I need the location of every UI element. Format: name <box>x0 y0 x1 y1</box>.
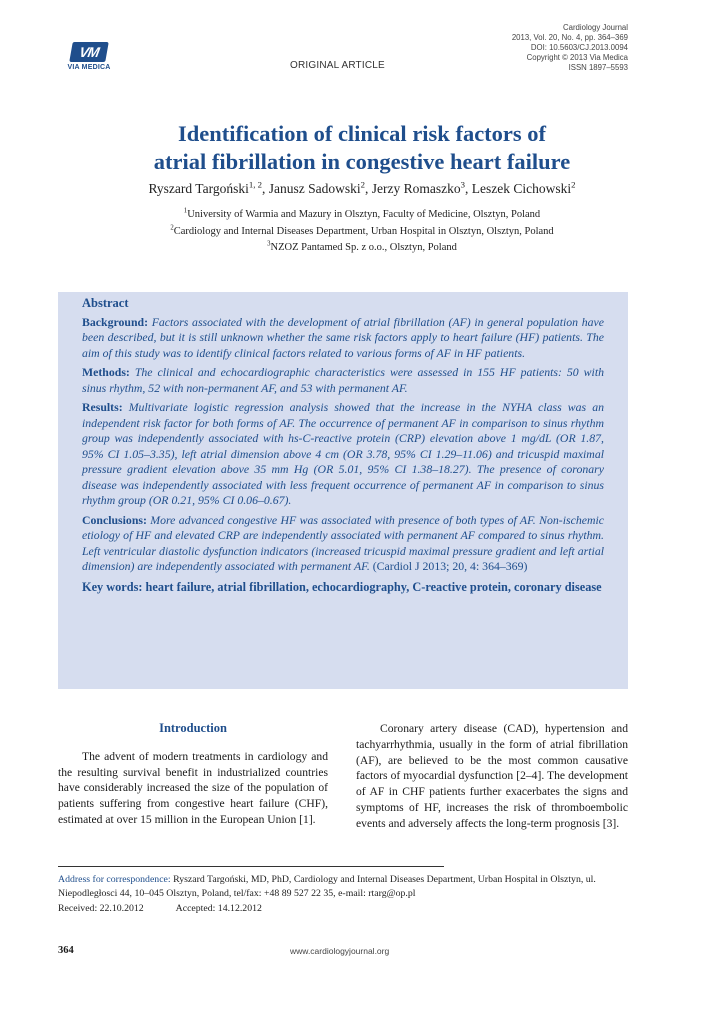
correspondence-note <box>58 873 628 901</box>
author-list: Ryszard Targoński$^{1, 2}$, Janusz Sadowski$^2$, Jerzy Romaszko$^3$, Leszek Cichowski$^2$ <box>148 179 576 196</box>
affiliation <box>60 224 664 241</box>
journal-website: www.cardiologyjournal.org <box>290 946 390 956</box>
author-affil-sup: 2 <box>571 179 576 190</box>
logo-text: VIA MEDICA <box>67 64 111 71</box>
correspondence-label: Address for correspondence: <box>58 874 171 885</box>
via-medica-logo <box>58 42 120 71</box>
body-paragraph: The advent of modern treatments in cardiology and the resulting survival benefit in industrialized countries have considerably increased the size of the population of patients suffering from congestive heart failure (CHF), estimated at over 15 million in the European Union [1]. <box>58 749 328 826</box>
journal-volume: 2013, Vol. 20, No. 4, pp. 364–369 <box>511 33 628 42</box>
author-affil-sup: 1, 2 <box>248 179 263 190</box>
author-name: Janusz Sadowski <box>268 181 361 196</box>
author-affil-sup: 2 <box>360 179 366 190</box>
results-text: Multivariate logistic regression analysis showed that the increase in the NYHA class was an independent risk factor for both forms of AF. The occurrence of permanent AF in comparison to sinus rhythm group was independently associated with hs-C-reactive protein (CRP) elevation above 1 mg/dL (OR 1.87, 95% CI 1.05–3.35), left atrial dimension above 4 cm (OR 3.78, 95% CI 1.29–11.06) and tricuspid maximal pressure gradient elevation above 35 mm Hg (OR 5.01, 95% CI 1.38–18.27). The presence of coronary disease was independently associated with less frequent occurrence of permanent AF in comparison to sinus rhythm group (OR 0.21, 95% CI 0.06–0.67). <box>82 400 604 507</box>
author-name: Ryszard Targoński <box>148 181 249 196</box>
affiliation-text: NZOZ Pantamed Sp. z o.o., Olsztyn, Poland <box>270 242 457 253</box>
page-number: 364 <box>58 945 74 956</box>
affiliation-sup: 1 <box>183 207 188 215</box>
title-line: Identification of clinical risk factors of <box>177 121 547 146</box>
affiliation-sup: 2 <box>170 224 174 231</box>
methods-label: Methods: <box>82 365 130 379</box>
left-column <box>58 721 328 828</box>
journal-name: Cardiology Journal <box>562 23 628 32</box>
journal-copyright: Copyright © 2013 Via Medica <box>526 53 628 62</box>
article-title <box>60 120 664 176</box>
abstract-box <box>58 292 628 689</box>
affiliation-sup: 3 <box>267 240 271 248</box>
affiliation-list <box>60 207 664 257</box>
article-type-label: ORIGINAL ARTICLE <box>290 60 385 71</box>
conclusions-label: Conclusions: <box>82 512 147 527</box>
abstract-heading: Abstract <box>82 296 129 310</box>
accepted-date: Accepted: 14.12.2012 <box>175 903 262 914</box>
affiliation <box>60 207 664 224</box>
author-name: Leszek Cichowski <box>471 181 572 196</box>
affiliation <box>60 240 664 257</box>
affiliation-text: University of Warmia and Mazury in Olsztyn, Faculty of Medicine, Olsztyn, Poland <box>187 209 541 220</box>
body-paragraph: Coronary artery disease (CAD), hypertension and tachyarrhythmia, usually in the form of atrial fibrillation (AF), are believed to be the most common causative factors of myocardial dysfunction [2–4]. The development of AF in CHF patients further exacerbates the signs and symptoms of HF, increases the risk of thromboembolic events and adversely affects the long-term prognosis [3]. <box>356 722 628 830</box>
background-text: Factors associated with the development of atrial fibrillation (AF) in general population have been described, but it is still unknown whether the same risk factors apply to heart failure (HF) patients. The aim of this study was to identify clinical factors related to various forms of AF in HF patients. <box>82 314 605 360</box>
footnote-divider <box>58 866 444 867</box>
author-name: Jerzy Romaszko <box>371 181 461 196</box>
correspondence-text: Ryszard Targoński, MD, PhD, Cardiology and Internal Diseases Department, Urban Hospital in Olsztyn, ul. Niepodległosci 44, 10–045 Olsztyn, Poland, tel/fax: +48 89 527 22 35, e-mail: rtarg@op.pl <box>58 874 596 899</box>
methods-text: The clinical and echocardiographic characteristics were assessed in 155 HF patients: 50 with sinus rhythm, 52 with non-permanent AF, and 53 with permanent AF. <box>82 365 605 395</box>
background-label: Background: <box>82 314 148 329</box>
logo-mark: VM <box>69 42 109 62</box>
keywords: Key words: heart failure, atrial fibrillation, echocardiography, C-reactive protein, coronary disease <box>82 579 602 594</box>
submission-dates <box>58 903 292 914</box>
abstract-conclusions <box>82 513 604 575</box>
journal-doi: DOI: 10.5603/CJ.2013.0094 <box>530 43 628 52</box>
results-label: Results: <box>82 400 123 414</box>
journal-info <box>512 23 628 73</box>
abstract-methods <box>82 365 604 396</box>
journal-issn: ISSN 1897–5593 <box>568 63 628 72</box>
right-column <box>356 721 628 832</box>
journal-citation: (Cardiol J 2013; 20, 4: 364–369) <box>369 559 528 573</box>
received-date: Received: 22.10.2012 <box>58 903 144 914</box>
conclusions-text: More advanced congestive HF was associated with presence of both types of AF. Non-ischemic etiology of HF and elevated CRP are independently associated with permanent AF compared to sinus rhythm. Left ventricular diastolic dysfunction indicators (increased tricuspid maximal pressure gradient and left artial dimension) are independently associated with permanent AF. <box>82 512 604 573</box>
author-affil-sup: 3 <box>460 179 466 190</box>
abstract-background <box>82 315 604 362</box>
title-line: atrial fibrillation in congestive heart failure <box>153 149 571 174</box>
abstract-results <box>82 400 604 509</box>
affiliation-text: Cardiology and Internal Diseases Department, Urban Hospital in Olsztyn, Olsztyn, Poland <box>173 225 554 237</box>
introduction-heading: Introduction <box>159 721 227 735</box>
